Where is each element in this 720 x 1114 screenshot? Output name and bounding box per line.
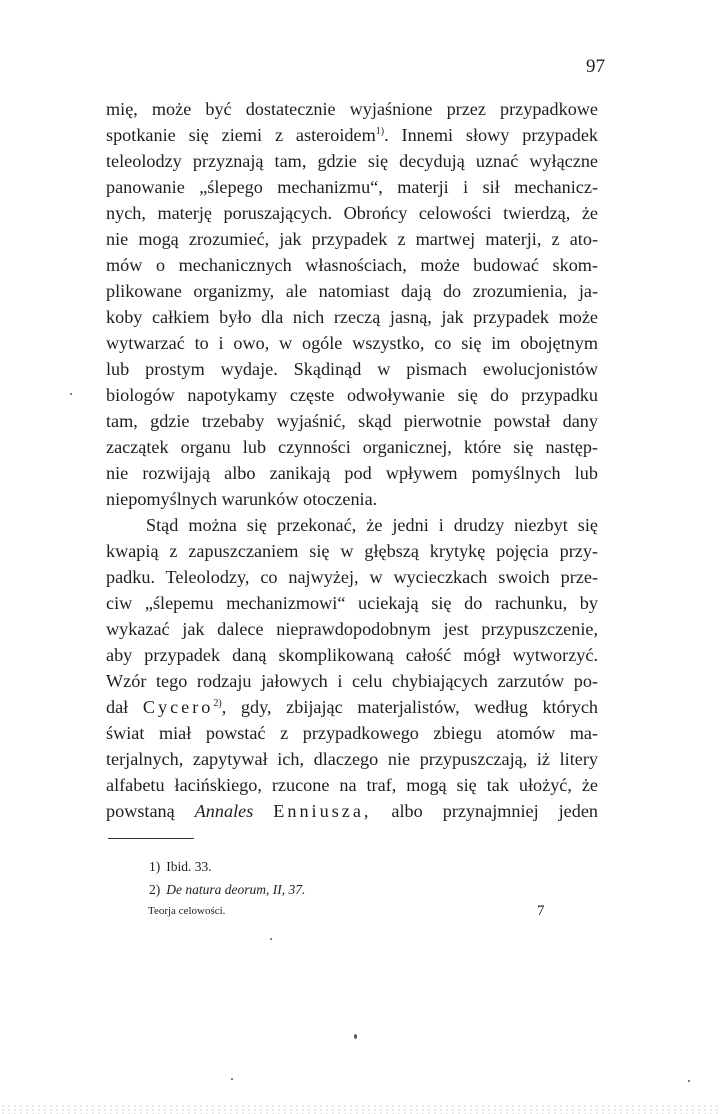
scan-speck: [231, 1078, 233, 1080]
scan-speck: [270, 938, 272, 940]
text-line: [106, 695, 598, 719]
text-line: zaczątek organu lub czynności organicznej, które się następ-: [106, 437, 598, 457]
text-segment: , gdy, zbijając materjalistów, według których: [221, 697, 598, 717]
text-line: panowanie „ślepego mechanizmu“, materji i sił mechanicz-: [106, 177, 598, 197]
scan-noise: [0, 1104, 720, 1114]
title-annales: Annales: [194, 801, 254, 821]
text-line: mów o mechanicznych własnościach, może budować skom-: [106, 255, 598, 275]
footnote: [149, 881, 305, 899]
text-line: teleolodzy przyznają tam, gdzie się decydują uznać wyłączne: [106, 151, 598, 171]
scan-speck: [354, 1034, 357, 1039]
text-line: nie mogą zrozumieć, jak przypadek z martwej materji, z ato-: [106, 229, 598, 249]
footnote-ref: 2): [213, 697, 222, 709]
text-line: ciw „ślepemu mechanizmowi“ uciekają się do rachunku, by: [106, 593, 598, 613]
text-line: padku. Teleolodzy, co najwyżej, w wycieczkach swoich prze-: [106, 567, 598, 587]
text-line: biologów napotykamy częste odwoływanie się do przypadku: [106, 385, 598, 405]
text-line: aby przypadek daną skomplikowaną całość mógł wytworzyć.: [106, 645, 598, 665]
text-line: Wzór tego rodzaju jałowych i celu chybiających zarzutów po-: [106, 671, 598, 691]
footnote: [149, 858, 212, 876]
text-line: wytwarzać to i owo, w ogóle wszystko, co się im obojętnym: [106, 333, 598, 353]
text-line: koby całkiem było dla nich rzeczą jasną, jak przypadek może: [106, 307, 598, 327]
text-line: terjalnych, zapytywał ich, dlaczego nie przypuszczają, iż litery: [106, 749, 598, 769]
text-line: kwapią z zapuszczaniem się w głębszą krytykę pojęcia przy-: [106, 541, 598, 561]
text-line: tam, gdzie trzebaby wyjaśnić, skąd pierwotnie powstał dany: [106, 411, 598, 431]
text-line: [106, 123, 598, 147]
name-cicero: Cycero: [142, 697, 214, 717]
text-line: plikowane organizmy, ale natomiast dają do zrozumienia, ja-: [106, 281, 598, 301]
footnote-marker: 1): [149, 859, 161, 874]
text-line: niepomyślnych warunków otoczenia.: [106, 489, 378, 509]
text-line: nych, materję poruszających. Obrońcy celowości twierdzą, że: [106, 203, 598, 223]
text-line: alfabetu łacińskiego, rzucone na traf, mogą się tak ułożyć, że: [106, 775, 598, 795]
text-line: świat miał powstać z przypadkowego zbiegu atomów ma-: [106, 723, 598, 743]
signature-number: 7: [537, 903, 545, 919]
text-line: mię, może być dostatecznie wyjaśnione przez przypadkowe: [106, 99, 598, 119]
footnote-text: Ibid. 33.: [166, 859, 212, 874]
text-line: wykazać jak dalece nieprawdopodobnym jest przypuszczenie,: [106, 619, 598, 639]
scan-speck: [688, 1080, 690, 1082]
text-line: lub prostym wydaje. Skądinąd w pismach ewolucjonistów: [106, 359, 598, 379]
text-segment: spotkanie się ziemi z asteroidem: [106, 125, 376, 145]
name-ennius: Enniusza,: [273, 801, 372, 821]
text-segment: powstaną: [106, 801, 175, 821]
footnote-ref: 1): [375, 125, 385, 137]
scan-speck: [70, 393, 72, 395]
text-line: nie rozwijają albo zanikają pod wpływem pomyślnych lub: [106, 463, 598, 483]
signature-title: Teorja celowości.: [148, 905, 226, 917]
text-segment: dał: [106, 697, 129, 717]
page-number: 97: [586, 56, 605, 77]
text-line: Stąd można się przekonać, że jedni i drudzy niezbyt się: [146, 515, 598, 535]
footnote-text: De natura deorum, II, 37.: [166, 882, 306, 897]
footnote-divider: [108, 838, 194, 839]
text-line: [106, 799, 598, 823]
text-segment: albo przynajmniej jeden: [371, 801, 599, 821]
footnote-marker: 2): [149, 882, 161, 897]
text-segment: . Innemi słowy przypadek: [384, 125, 599, 145]
